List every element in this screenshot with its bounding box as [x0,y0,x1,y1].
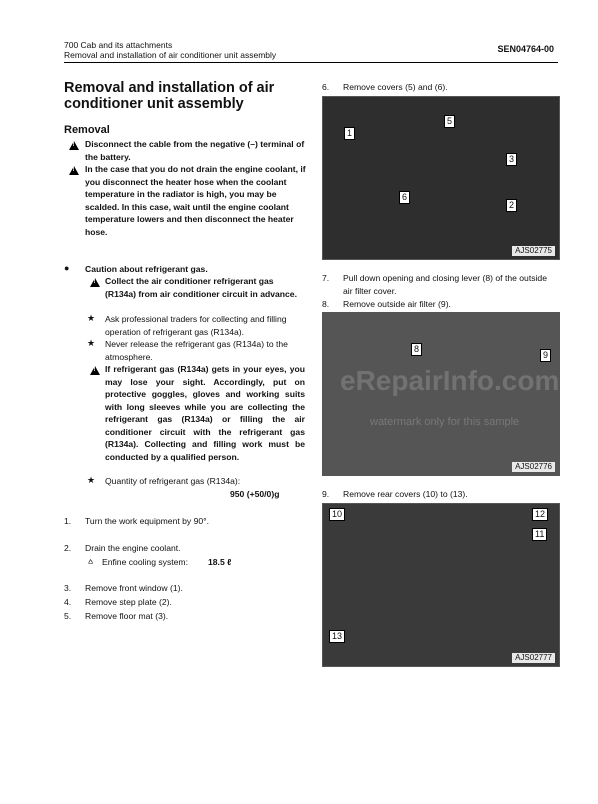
doc-code: SEN04764-00 [497,44,554,54]
star-icon: ★ [87,475,96,485]
star-icon: ★ [87,313,96,323]
section-heading: Removal [64,124,110,136]
caution-heading: Caution about refrigerant gas. [85,264,208,274]
step-text: Remove outside air filter (9). [343,299,451,309]
refrigerant-quantity: 950 (+50/0)g [230,489,280,499]
figure-callout: 8 [411,343,422,356]
figure-callout: 5 [444,115,455,128]
figure-callout: 2 [506,199,517,212]
warning-icon [69,166,79,175]
figure-callout: 3 [506,153,517,166]
bullet-icon: ● [64,263,70,273]
step-text: Drain the engine coolant. [85,543,181,553]
step-number: 3. [64,583,72,593]
warning-text: In the case that you do not drain the engine coolant, if you disconnect the heater hose when the coolant temperature in the radiator is high, you may be scalded. In this case, wait until the engine coolant temperature lowers and then disconnect the heater hose. [85,164,306,237]
step-text: Remove step plate (2). [85,597,172,607]
caution-text: If refrigerant gas (R134a) gets in your eyes, you may lose your sight. Accordingly, put on protective goggles, gloves and working suits with long sleeves while you are collecting the refrigerant gas (R134a) or filling the air conditioner circuit with the refrigerant gas (R134a). Collecting and filling work must be conducted by a qualified person. [105,364,305,462]
warning-icon [90,366,100,375]
figure-code: AJS02777 [512,653,555,663]
coolant-label: Enfine cooling system: [102,557,188,567]
caution-note: Ask professional traders for collecting and filling operation of refrigerant gas (R134a). [105,314,287,337]
step-text: Remove covers (5) and (6). [343,82,448,92]
watermark-caption: watermark only for this sample [370,416,520,428]
figure-code: AJS02775 [512,246,555,256]
header-title-line1: 700 Cab and its attachments [64,40,173,50]
figure-callout: 9 [540,349,551,362]
step-number: 7. [322,273,330,283]
warning-icon [69,141,79,150]
figure-photo [322,96,560,260]
step-text: Remove front window (1). [85,583,183,593]
step-number: 2. [64,543,72,553]
figure-callout: 11 [532,528,547,541]
step-number: 5. [64,611,72,621]
caution-note: Never release the refrigerant gas (R134a) to the atmosphere. [105,339,288,362]
figure-callout: 10 [329,508,345,521]
step-number: 1. [64,516,72,526]
step-number: 9. [322,489,330,499]
header-rule [64,62,558,63]
caution-note: Quantity of refrigerant gas (R134a): [105,476,241,486]
figure-code: AJS02776 [512,462,555,472]
watermark: eRepairInfo.com [340,365,560,396]
step-number: 6. [322,82,330,92]
figure-callout: 13 [329,630,345,643]
step-text: Turn the work equipment by 90°. [85,516,209,526]
figure-callout: 6 [399,191,410,204]
step-text: Pull down opening and closing lever (8) of the outside air filter cover. [343,273,547,296]
star-icon: ★ [87,338,96,348]
step-text: Remove rear covers (10) to (13). [343,489,468,499]
figure-callout: 1 [344,127,355,140]
step-text: Remove floor mat (3). [85,611,169,621]
step-number: 4. [64,597,72,607]
header-title-line2: Removal and installation of air conditioner unit assembly [64,50,277,60]
step-number: 8. [322,299,330,309]
figure-photo [322,503,560,667]
coolant-icon: ⩟ [88,556,94,566]
warning-icon [90,278,100,287]
warning-text: Disconnect the cable from the negative (–) terminal of the battery. [85,139,305,162]
coolant-value: 18.5 ℓ [208,557,232,567]
page-title: Removal and installation of air conditioner unit assembly [64,80,275,112]
caution-text: Collect the air conditioner refrigerant gas (R134a) from air conditioner circuit in advance. [105,276,297,299]
figure-callout: 12 [532,508,548,521]
